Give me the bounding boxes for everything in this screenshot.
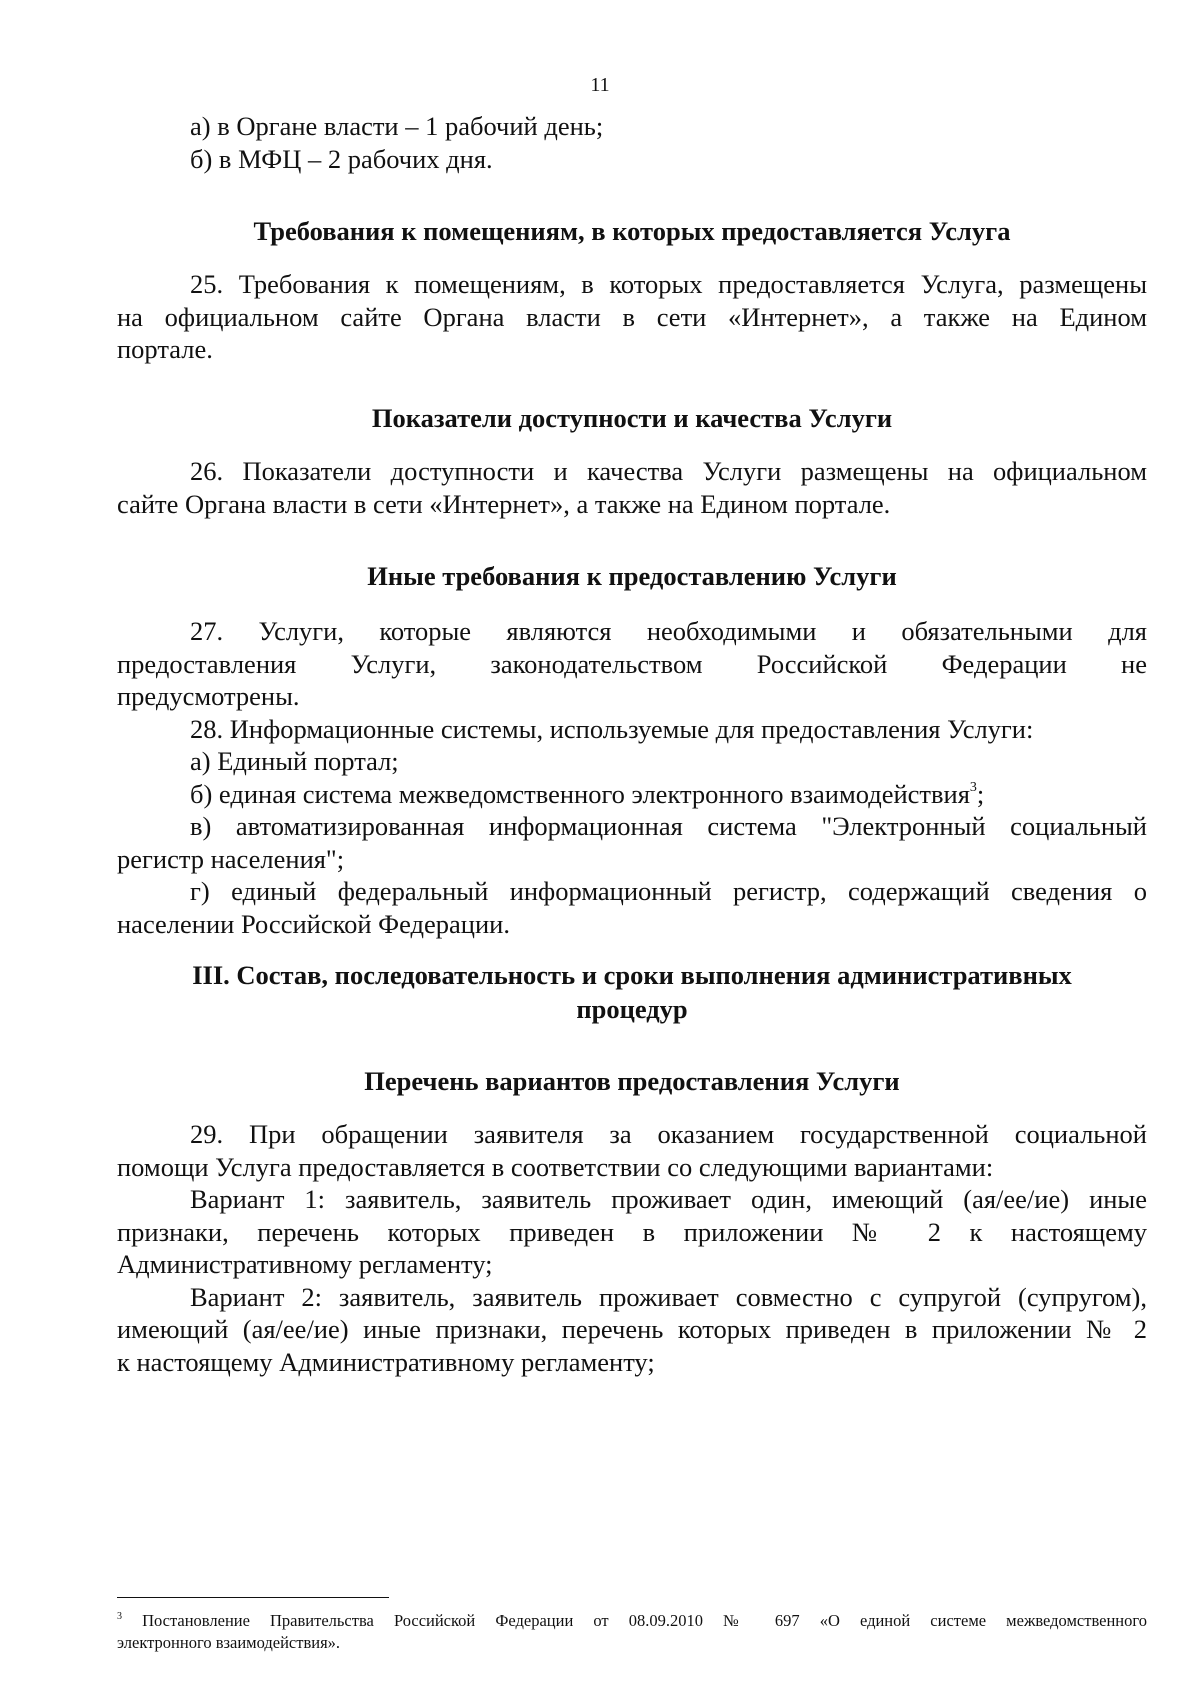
list-item: а) в Органе власти – 1 рабочий день;	[190, 111, 604, 141]
paragraph-line: предусмотрены.	[117, 681, 300, 711]
list-item-cont: регистр населения";	[117, 843, 345, 874]
paragraph-line: сайте Органа власти в сети «Интернет», а также на Едином портале.	[117, 488, 891, 519]
paragraph-25	[117, 268, 1147, 366]
footnote-line	[117, 1610, 1147, 1632]
footnote-reference[interactable]: 3	[969, 779, 977, 795]
list-item: в) автоматизированная информационная система "Электронный социальный	[190, 811, 1147, 841]
paragraph-26	[117, 455, 1147, 520]
chapter-heading	[117, 958, 1147, 1026]
chapter-heading-line: процедур	[576, 994, 688, 1024]
paragraph-line: 29. При обращении заявителя за оказанием государственной социальной	[190, 1119, 1147, 1149]
list-item-punct: ;	[976, 778, 985, 809]
paragraph-line: 25. Требования к помещениям, в которых предоставляется Услуга, размещены	[190, 269, 1147, 299]
footnote-divider	[117, 1597, 389, 1598]
section-heading-other: Иные требования к предоставлению Услуги	[367, 561, 897, 591]
top-list	[117, 110, 1147, 175]
chapter-heading-line: III. Состав, последовательность и сроки выполнения административных	[192, 960, 1072, 990]
list-item	[117, 778, 1147, 811]
paragraph-line: на официальном сайте Органа власти в сети «Интернет», а также на Едином	[117, 301, 1147, 332]
footnote	[117, 1610, 1147, 1654]
section-heading-premises: Требования к помещениям, в которых предоставляется Услуга	[253, 216, 1011, 246]
variant-1-line: Вариант 1: заявитель, заявитель проживает один, имеющий (ая/ее/ие) иные	[190, 1184, 1147, 1214]
variant-2-line: имеющий (ая/ее/ие) иные признаки, перечень которых приведен в приложении № 2	[117, 1314, 1147, 1344]
list-item-text: б) единая система межведомственного электронного взаимодействия	[190, 778, 970, 809]
paragraph-line: портале.	[117, 334, 213, 364]
paragraph-line: предоставления Услуги, законодательством Российской Федерации не	[117, 648, 1147, 679]
list-item: г) единый федеральный информационный регистр, содержащий сведения о	[190, 876, 1147, 906]
variant-2-line: Вариант 2: заявитель, заявитель проживает совместно с супругой (супругом),	[190, 1281, 1147, 1312]
paragraph-line: помощи Услуга предоставляется в соответствии со следующими вариантами:	[117, 1151, 994, 1182]
footnote-text: Постановление Правительства Российской Федерации от 08.09.2010 № 697 «О единой системе межведомственного	[122, 1611, 1147, 1630]
paragraph-29	[117, 1118, 1147, 1378]
paragraph-line: 27. Услуги, которые являются необходимыми и обязательными для	[190, 616, 1147, 646]
paragraph-line: 26. Показатели доступности и качества Услуги размещены на официальном	[190, 456, 1147, 486]
section-heading-variants: Перечень вариантов предоставления Услуги	[364, 1066, 900, 1096]
list-item: а) Единый портал;	[190, 746, 399, 776]
variant-1-line: Административному регламенту;	[117, 1249, 493, 1279]
footnote-line: электронного взаимодействия».	[117, 1633, 341, 1652]
list-item-cont: населении Российской Федерации.	[117, 908, 510, 939]
paragraph-line: 28. Информационные системы, используемые для предоставления Услуги:	[190, 713, 1034, 744]
variant-1-line: признаки, перечень которых приведен в приложении № 2 к настоящему	[117, 1216, 1147, 1247]
section-heading-quality: Показатели доступности и качества Услуги	[371, 403, 893, 433]
footnote-marker: 3	[117, 1611, 122, 1622]
paragraph-27-28	[117, 615, 1147, 940]
page-number: 11	[590, 74, 610, 96]
variant-2-line: к настоящему Административному регламенту;	[117, 1346, 655, 1377]
list-item: б) в МФЦ – 2 рабочих дня.	[190, 143, 493, 174]
